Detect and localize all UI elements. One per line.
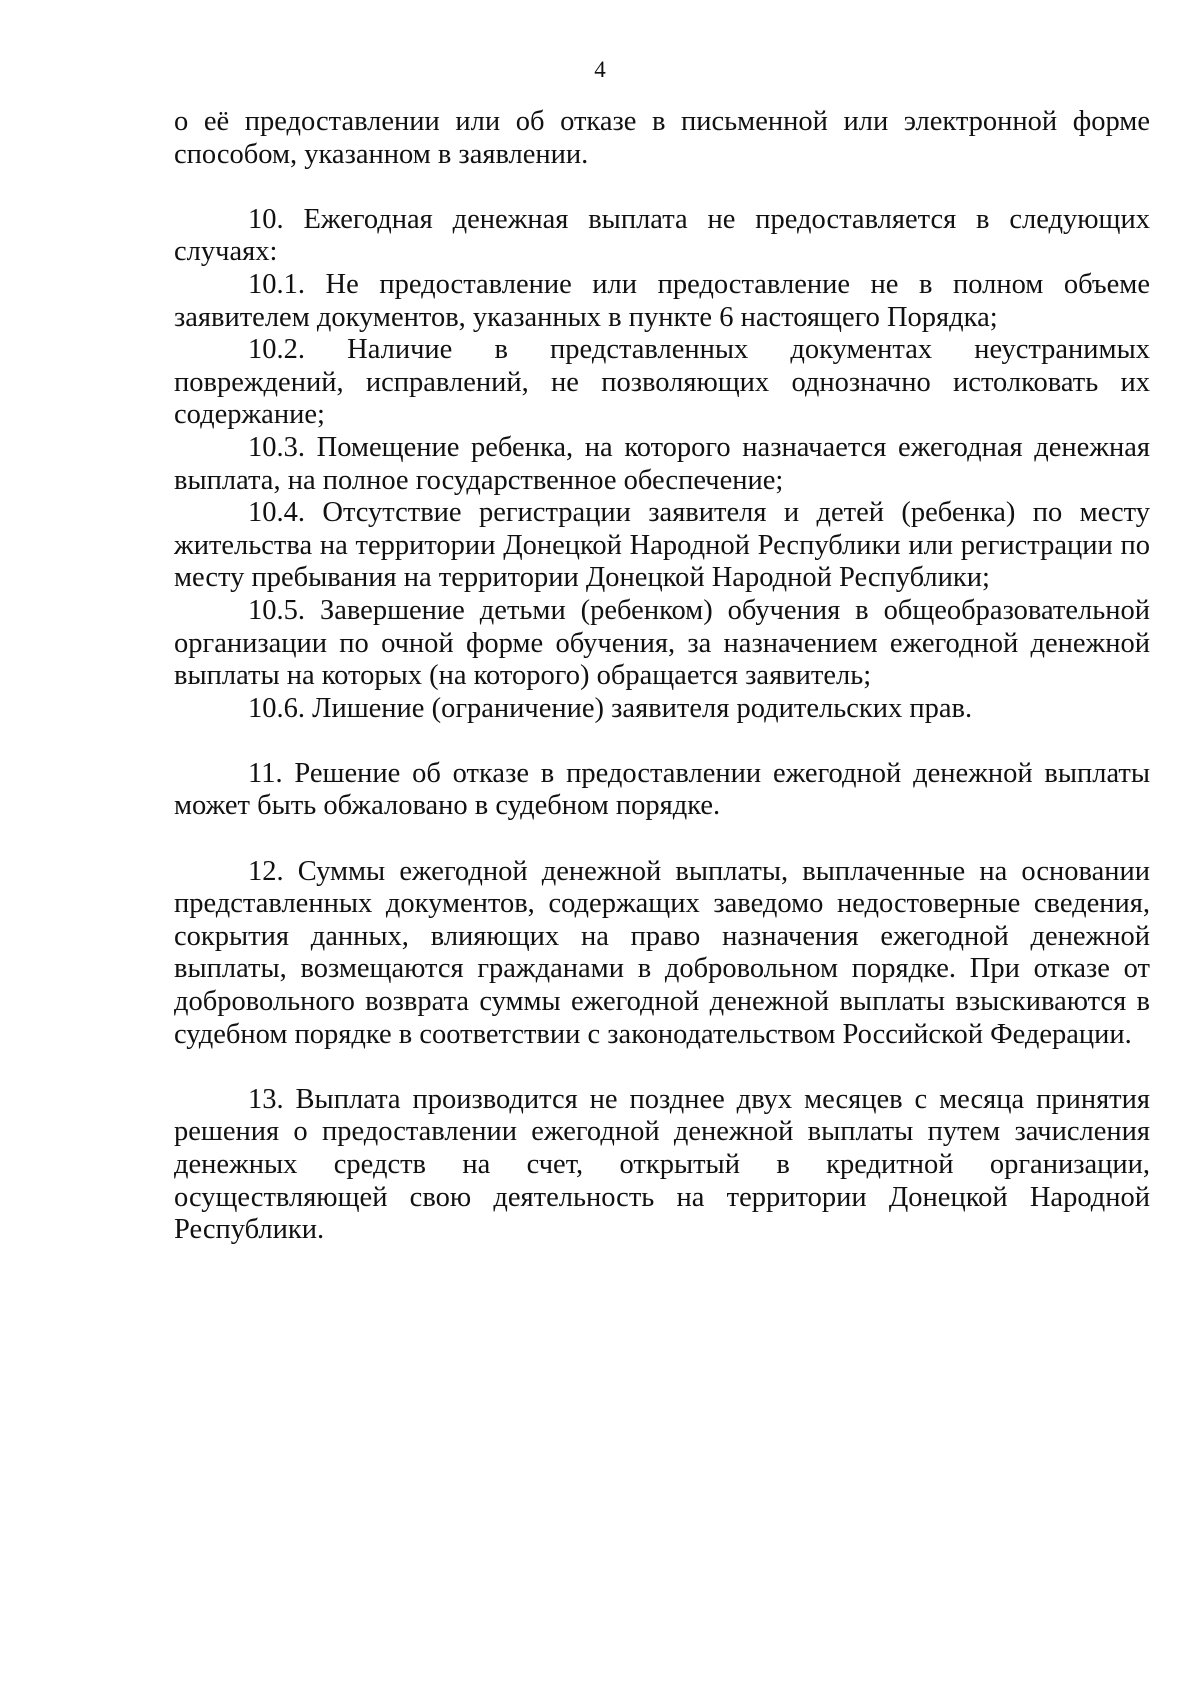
paragraph-10-5: 10.5. Завершение детьми (ребенком) обучения в общеобразовательной организации по очной форме обучения, за назначением ежегодной денежной выплаты на которых (на которого) обращается заявитель;	[174, 594, 1150, 692]
paragraph-10: 10. Ежегодная денежная выплата не предоставляется в следующих случаях:	[174, 203, 1150, 268]
paragraph-10-3: 10.3. Помещение ребенка, на которого назначается ежегодная денежная выплата, на полное государственное обеспечение;	[174, 431, 1150, 496]
paragraph-11: 11. Решение об отказе в предоставлении ежегодной денежной выплаты может быть обжаловано в судебном порядке.	[174, 757, 1150, 822]
page-number: 4	[594, 57, 606, 82]
paragraph-10-4: 10.4. Отсутствие регистрации заявителя и детей (ребенка) по месту жительства на территории Донецкой Народной Республики или регистрации по месту пребывания на территории Донецкой Народной Республики;	[174, 497, 1150, 594]
paragraph-13: 13. Выплата производится не позднее двух месяцев с месяца принятия решения о предоставлении ежегодной денежной выплаты путем зачисления денежных средств на счет, открытый в кредитной организации, осуществляющей свою деятельность на территории Донецкой Народной Республики.	[174, 1083, 1150, 1246]
paragraph-12: 12. Суммы ежегодной денежной выплаты, выплаченные на основании представленных документов, содержащих заведомо недостоверные сведения, сокрытия данных, влияющих на право назначения ежегодной денежной выплаты, возмещаются гражданами в добровольном порядке. При отказе от добровольного возврата суммы ежегодной денежной выплаты взыскиваются в судебном порядке в соответствии с законодательством Российской Федерации.	[174, 855, 1150, 1050]
paragraph-continuation: о её предоставлении или об отказе в письменной или электронной форме способом, указанном в заявлении.	[174, 106, 1150, 170]
paragraph-10-6: 10.6. Лишение (ограничение) заявителя родительских прав.	[248, 692, 973, 724]
paragraph-10-2: 10.2. Наличие в представленных документах неустранимых повреждений, исправлений, не позволяющих однозначно истолковать их содержание;	[174, 334, 1150, 431]
document-body	[174, 106, 1150, 1247]
paragraph-10-1: 10.1. Не предоставление или предоставление не в полном объеме заявителем документов, указанных в пункте 6 настоящего Порядка;	[174, 268, 1150, 333]
